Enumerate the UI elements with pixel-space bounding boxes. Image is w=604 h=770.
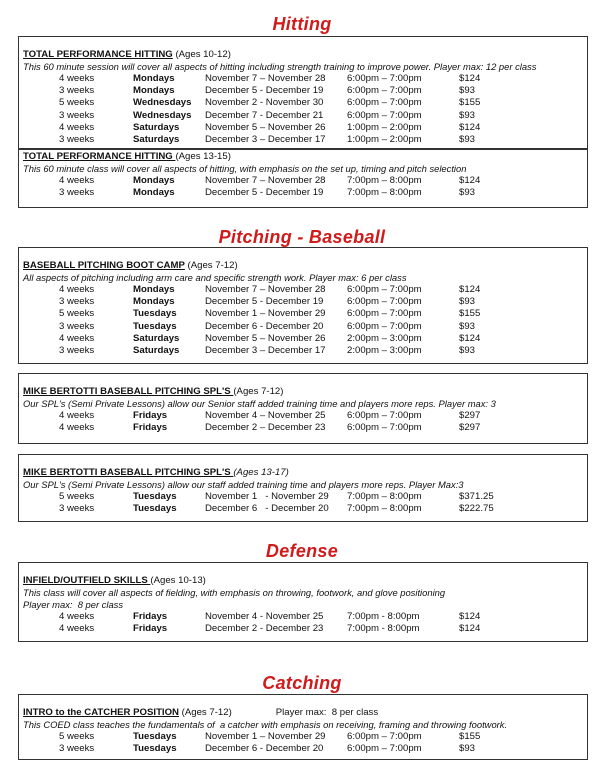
day: Tuesdays	[133, 731, 177, 742]
day: Mondays	[133, 284, 175, 295]
weeks: 3 weeks	[59, 85, 95, 97]
day: Fridays	[133, 611, 168, 622]
schedule-row	[23, 345, 587, 357]
price: $93	[459, 85, 476, 97]
dates: December 7 - December 21	[205, 109, 324, 121]
day: Fridays	[133, 410, 168, 421]
weeks: 4 weeks	[59, 175, 95, 187]
time: 1:00pm – 2:00pm	[347, 121, 422, 133]
pitching-spl-7-12-box	[18, 373, 588, 444]
program-ages: (Ages 7-12)	[233, 386, 284, 397]
time: 6:00pm – 7:00pm	[347, 109, 422, 121]
schedule-row	[23, 284, 587, 296]
dates: November 7 – November 28	[205, 175, 326, 187]
time: 6:00pm – 7:00pm	[347, 410, 422, 421]
schedule-row	[23, 134, 587, 146]
schedule-row	[23, 321, 587, 333]
schedule-row	[23, 122, 587, 134]
time: 6:00pm – 7:00pm	[347, 284, 422, 295]
price: $155	[459, 308, 481, 320]
day: Fridays	[133, 422, 168, 434]
schedule-row	[23, 73, 587, 85]
day: Saturdays	[133, 121, 180, 133]
program-ages: (Ages 13-15)	[175, 151, 231, 163]
section-title-catching: Catching	[262, 673, 342, 693]
program-name: TOTAL PERFORMANCE HITTING	[23, 49, 173, 60]
schedule-row	[23, 623, 587, 635]
program-title	[23, 575, 587, 587]
time: 6:00pm – 7:00pm	[347, 73, 422, 84]
program-name: INFIELD/OUTFIELD SKILLS	[23, 575, 151, 586]
program-description: This class will cover all aspects of fielding, with emphasis on throwing, footwork, and glove positioning	[23, 587, 446, 598]
dates: December 5 - December 19	[205, 187, 324, 199]
price: $93	[459, 320, 476, 332]
dates: November 4 - November 25	[205, 611, 324, 622]
program-description: This 60 minute session will cover all aspects of hitting including strength training to improve power. Player max: 12 per class	[23, 61, 537, 72]
weeks: 4 weeks	[59, 121, 95, 133]
program-player-max: Player max: 8 per class	[275, 707, 379, 718]
price: $297	[459, 422, 481, 434]
day: Mondays	[133, 296, 175, 308]
price: $93	[459, 743, 476, 755]
dates: November 7 – November 28	[205, 284, 326, 295]
weeks: 3 weeks	[59, 344, 95, 356]
price: $93	[459, 296, 476, 308]
program-title	[23, 707, 587, 719]
weeks: 5 weeks	[59, 97, 95, 109]
weeks: 4 weeks	[59, 410, 95, 421]
program-description: This COED class teaches the fundamentals of a catcher with emphasis on receiving, framing and throwing footwork.	[23, 719, 508, 730]
day: Saturdays	[133, 332, 180, 344]
dates: December 6 - December 20	[205, 503, 329, 515]
schedule-row	[23, 296, 587, 308]
price: $297	[459, 410, 481, 421]
weeks: 3 weeks	[59, 109, 95, 121]
time: 6:00pm – 7:00pm	[347, 296, 422, 308]
day: Mondays	[133, 73, 175, 84]
section-title-hitting: Hitting	[272, 14, 332, 34]
program-title	[23, 260, 587, 272]
program-title	[23, 49, 587, 61]
price: $124	[459, 284, 481, 295]
weeks: 3 weeks	[59, 503, 95, 515]
defense-box	[18, 562, 588, 642]
program-player-max: Player max: 8 per class	[23, 599, 124, 610]
weeks: 3 weeks	[59, 187, 95, 199]
program-ages: (Ages 10-12)	[175, 49, 231, 60]
time: 7:00pm – 8:00pm	[347, 187, 422, 199]
program-name: MIKE BERTOTTI BASEBALL PITCHING SPL'S	[23, 467, 234, 478]
dates: November 1 – November 29	[205, 731, 326, 742]
weeks: 4 weeks	[59, 422, 95, 434]
day: Wednesdays	[133, 109, 192, 121]
price: $93	[459, 133, 476, 145]
price: $93	[459, 344, 476, 356]
time: 6:00pm – 7:00pm	[347, 422, 422, 434]
program-description: Our SPL's (Semi Private Lessons) allow our staff added training time and players more reps. Player Max:3	[23, 479, 464, 490]
dates: November 5 – November 26	[205, 121, 326, 133]
program-description: All aspects of pitching including arm care and specific strength work. Player max: 6 per class	[23, 272, 407, 283]
catching-box	[18, 694, 588, 760]
program-title	[23, 386, 587, 398]
day: Tuesdays	[133, 503, 177, 515]
dates: November 2 - November 30	[205, 97, 324, 109]
schedule-row	[23, 743, 587, 755]
weeks: 5 weeks	[59, 491, 95, 502]
day: Mondays	[133, 175, 175, 187]
dates: November 1 – November 29	[205, 308, 326, 320]
price: $124	[459, 611, 481, 622]
day: Fridays	[133, 623, 168, 635]
time: 7:00pm – 8:00pm	[347, 175, 422, 187]
time: 7:00pm – 8:00pm	[347, 491, 422, 502]
price: $93	[459, 109, 476, 121]
dates: November 1 - November 29	[205, 491, 329, 502]
dates: December 5 - December 19	[205, 85, 324, 97]
program-name: TOTAL PERFORMANCE HITTING	[23, 151, 176, 163]
dates: November 5 – November 26	[205, 332, 326, 344]
day: Saturdays	[133, 344, 180, 356]
weeks: 3 weeks	[59, 743, 95, 755]
dates: November 7 – November 28	[205, 73, 326, 84]
day: Tuesdays	[133, 320, 177, 332]
program-ages: (Ages 10-13)	[150, 575, 206, 586]
program-description: This 60 minute class will cover all aspects of hitting, with emphasis on the set up, timing and pitch selection	[23, 163, 467, 175]
schedule-row	[23, 85, 587, 97]
program-ages: (Ages 13-17)	[233, 467, 289, 478]
time: 6:00pm – 7:00pm	[347, 85, 422, 97]
price: $93	[459, 187, 476, 199]
hitting-box	[18, 36, 588, 208]
schedule-row	[23, 491, 587, 503]
weeks: 3 weeks	[59, 296, 95, 308]
dates: December 5 - December 19	[205, 296, 324, 308]
price: $222.75	[459, 503, 494, 515]
weeks: 4 weeks	[59, 73, 95, 84]
day: Tuesdays	[133, 743, 177, 755]
day: Mondays	[133, 85, 175, 97]
price: $155	[459, 731, 481, 742]
program-title	[23, 467, 587, 479]
pitching-spl-13-17-box	[18, 454, 588, 522]
time: 6:00pm – 7:00pm	[347, 320, 422, 332]
price: $124	[459, 73, 481, 84]
dates: December 6 - December 20	[205, 320, 324, 332]
time: 6:00pm – 7:00pm	[347, 743, 422, 755]
program-title	[23, 151, 587, 163]
time: 7:00pm – 8:00pm	[347, 503, 422, 515]
time: 7:00pm - 8:00pm	[347, 611, 420, 622]
program-ages: (Ages 7-12)	[187, 260, 238, 271]
weeks: 4 weeks	[59, 611, 95, 622]
schedule-row	[23, 731, 587, 743]
price: $371.25	[459, 491, 494, 502]
time: 6:00pm – 7:00pm	[347, 308, 422, 320]
day: Mondays	[133, 187, 175, 199]
schedule-row	[23, 175, 587, 187]
day: Tuesdays	[133, 491, 177, 502]
time: 7:00pm - 8:00pm	[347, 623, 420, 635]
section-title-pitching: Pitching - Baseball	[218, 227, 386, 247]
weeks: 4 weeks	[59, 284, 95, 295]
schedule-row	[23, 308, 587, 320]
weeks: 3 weeks	[59, 320, 95, 332]
schedule-row	[23, 503, 587, 515]
dates: November 4 – November 25	[205, 410, 326, 421]
day: Tuesdays	[133, 308, 177, 320]
schedule-row	[23, 422, 587, 434]
time: 2:00pm – 3:00pm	[347, 344, 422, 356]
dates: December 3 – December 17	[205, 344, 326, 356]
price: $155	[459, 97, 481, 109]
weeks: 5 weeks	[59, 731, 95, 742]
day: Saturdays	[133, 133, 180, 145]
dates: December 3 – December 17	[205, 133, 326, 145]
day: Wednesdays	[133, 97, 192, 109]
schedule-row	[23, 187, 587, 199]
weeks: 5 weeks	[59, 308, 95, 320]
dates: December 6 - December 20	[205, 743, 324, 755]
time: 6:00pm – 7:00pm	[347, 97, 422, 109]
schedule-row	[23, 97, 587, 109]
dates: December 2 – December 23	[205, 422, 326, 434]
time: 1:00pm – 2:00pm	[347, 133, 422, 145]
weeks: 3 weeks	[59, 133, 95, 145]
program-name: INTRO to the CATCHER POSITION	[23, 707, 179, 718]
schedule-row	[23, 333, 587, 345]
schedule-row	[23, 611, 587, 623]
program-name: BASEBALL PITCHING BOOT CAMP	[23, 260, 185, 271]
price: $124	[459, 623, 481, 635]
weeks: 4 weeks	[59, 623, 95, 635]
program-description: Our SPL's (Semi Private Lessons) allow our Senior staff added training time and players more reps. Player max: 3	[23, 398, 496, 409]
weeks: 4 weeks	[59, 332, 95, 344]
program-ages: (Ages 7-12)	[181, 707, 232, 718]
divider	[19, 148, 587, 150]
program-name: MIKE BERTOTTI BASEBALL PITCHING SPL'S	[23, 386, 234, 397]
pitching-bootcamp-box	[18, 247, 588, 364]
time: 6:00pm – 7:00pm	[347, 731, 422, 742]
price: $124	[459, 121, 481, 133]
dates: December 2 - December 23	[205, 623, 324, 635]
price: $124	[459, 332, 481, 344]
section-title-defense: Defense	[265, 541, 339, 561]
schedule-row	[23, 410, 587, 422]
schedule-row	[23, 110, 587, 122]
time: 2:00pm – 3:00pm	[347, 332, 422, 344]
price: $124	[459, 175, 481, 187]
